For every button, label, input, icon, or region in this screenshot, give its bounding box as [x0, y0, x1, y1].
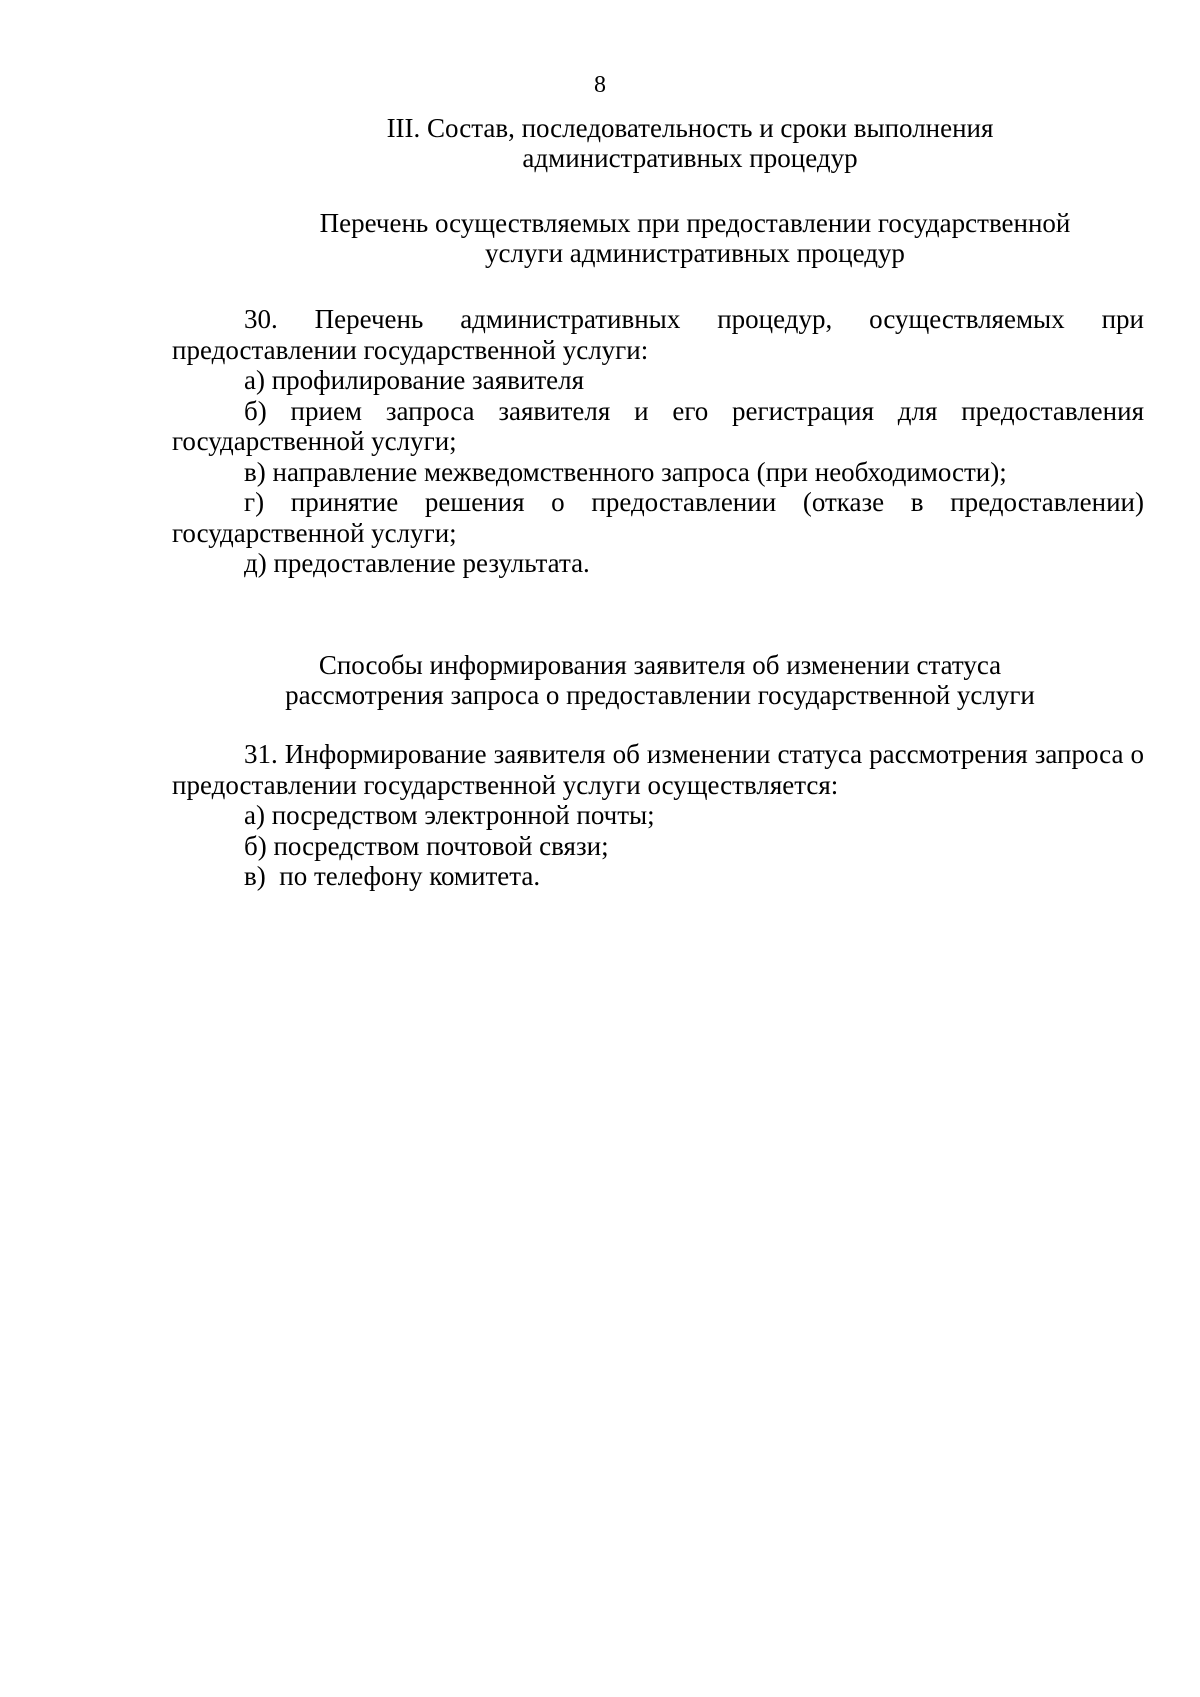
clause-30-intro: 30. Перечень административных процедур, осуществляемых при предоставлении государственной услуги: [172, 304, 1144, 365]
informing-methods-heading-line-2: рассмотрения запроса о предоставлении государственной услуги [285, 680, 1035, 710]
clause-30 [172, 304, 1144, 579]
clause-30-item-a: а) профилирование заявителя [244, 365, 584, 395]
procedures-list-heading-line-2: услуги административных процедур [485, 238, 905, 268]
clause-30-item-g: г) принятие решения о предоставлении (отказе в предоставлении) государственной услуги; [172, 487, 1144, 548]
clause-31 [172, 739, 1144, 892]
informing-methods-heading-line-1: Способы информирования заявителя об изменении статуса [318, 650, 1002, 680]
clause-31-item-a: а) посредством электронной почты; [244, 800, 655, 830]
section-heading [340, 113, 1040, 173]
section-heading-line-1: III. Состав, последовательность и сроки выполнения [386, 113, 994, 143]
page-number: 8 [594, 72, 606, 98]
clause-31-item-b: б) посредством почтовой связи; [244, 830, 609, 861]
clause-31-intro: 31. Информирование заявителя об изменении статуса рассмотрения запроса о предоставлении государственной услуги осуществляется: [172, 739, 1144, 800]
informing-methods-heading [240, 650, 1080, 710]
clause-30-item-v: в) направление межведомственного запроса (при необходимости); [244, 456, 1007, 487]
clause-30-item-b: б) прием запроса заявителя и его регистрация для предоставления государственной услуги; [172, 395, 1144, 456]
clause-31-item-v: в) по телефону комитета. [244, 861, 541, 891]
procedures-list-heading [280, 208, 1110, 268]
clause-30-item-d: д) предоставление результата. [244, 548, 590, 578]
section-heading-line-2: административных процедур [522, 143, 858, 173]
procedures-list-heading-line-1: Перечень осуществляемых при предоставлении государственной [319, 208, 1071, 238]
